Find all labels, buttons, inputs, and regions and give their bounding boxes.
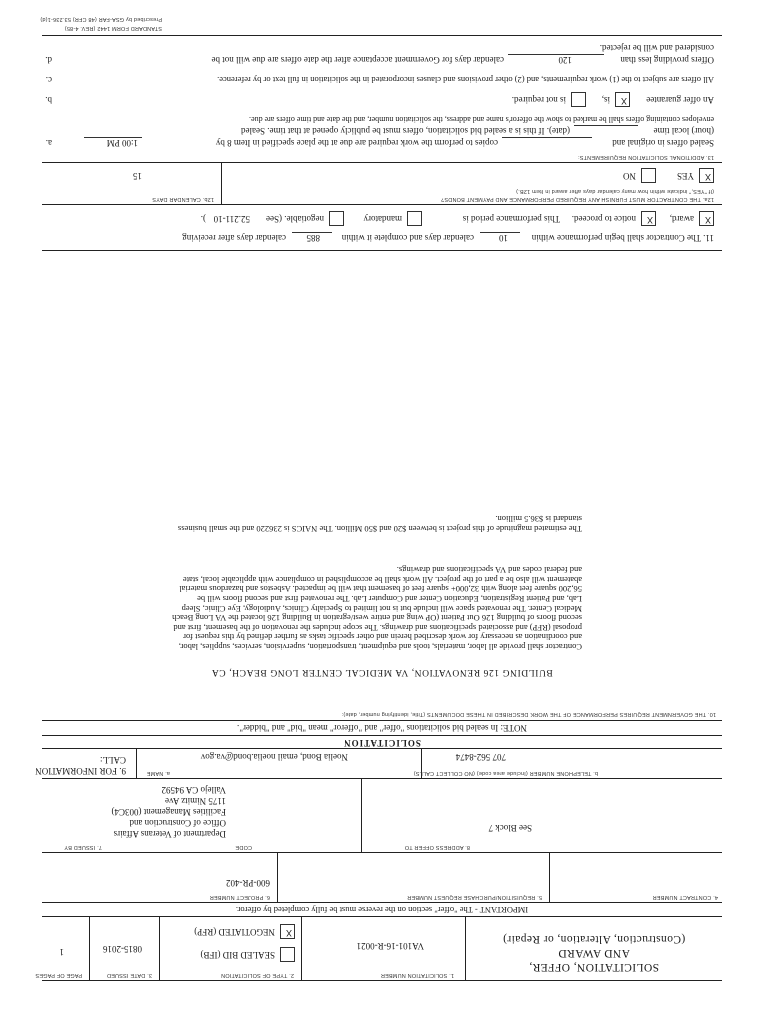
item13b-marker: b. — [45, 95, 52, 105]
item11-text-b: calendar days and complete it within — [341, 233, 474, 243]
item13b-text-3: is not required. — [511, 95, 566, 105]
item13b-text-2: is, — [601, 95, 610, 105]
issued-by-line-2: Office of Construction and — [129, 818, 226, 828]
info-phone-value: 707 562-8474 — [455, 752, 506, 762]
rule — [42, 720, 722, 721]
page-of-pages-label: PAGE OF PAGES — [35, 972, 82, 978]
requisition-label: 5. REQUISITION/PURCHASE REQUEST NUMBER — [407, 894, 542, 900]
divider — [159, 917, 160, 981]
issued-by-line-3: Facilities Management (003C4) — [111, 807, 226, 817]
item12a-hint: (If "YES," indicate within how many calendar days after award in Item 12B.) — [515, 188, 714, 194]
solicitation-note: NOTE: In sealed bid solicitations "offer" and "offeror" mean "bid" and "bidder". — [237, 723, 527, 733]
divider — [301, 917, 302, 981]
type-of-solicitation-label: 2. TYPE OF SOLICITATION — [220, 972, 294, 978]
performance-text: This performance period is — [462, 214, 560, 224]
form-title-line1: SOLICITATION, OFFER, — [528, 961, 660, 973]
item13a-text-5: envelopes containing offers shall be marked to show the offeror's name and address, the solicitation number, and the date and time offers are due. — [249, 115, 714, 124]
prescribed-by: Prescribed by GSA-FAR (48 CFR) 53.236-1(d) — [40, 16, 162, 22]
copies-field[interactable] — [502, 137, 592, 138]
item13a-text-2: copies to perform the work required are due at the place specified in Item 8 by — [215, 138, 498, 148]
due-time-field[interactable] — [84, 137, 142, 138]
item13a-text-1: Sealed offers in original and — [612, 138, 714, 148]
scope-paragraph-1: Contractor shall provide all labor, materials, tools and equipment, transportation, supervision, services, supplies, labor, and coordination as necessary for work described herein and other specific tasks as further defined by this request for proposal (RFP) and associated specifications and drawings. The scope includes the renovation of the basement, first and second floors of building 126 Out Patient (OP wing and entire west/egration in Building 126 located the VA Long Beach Medical Center. The renovated space will include but is not limited to Specialty Clinics, Audiology, Eye Clinic, Sleep Lab, and Patient Registration, Education Center and Computer Lab. The renovated first and second floors will be 56,200 square feet along with 32,000+ square feet of basement that will be impacted. Asbestos and hazardous material abatement will also be a part of the project. All work shall be accomplished in compliance with applicable local, state and federal codes and VA specifications and drawings. — [172, 565, 582, 652]
bonds-no-label: NO — [623, 171, 636, 181]
item13a-text-4: (date). If this is a sealed bid solicitation, offers must be publicly opened at that time. Sealed — [241, 126, 570, 136]
negotiable-reference: 52.211-10 — [213, 214, 250, 224]
item11-complete-days: 885 — [306, 233, 320, 243]
item12b-label: 12b. CALENDAR DAYS — [152, 196, 214, 202]
item12b-value: 15 — [133, 171, 142, 181]
rule — [42, 162, 722, 163]
project-title: BUILDING 126 RENOVATION, VA MEDICAL CENTER LONG BEACH, CA — [211, 667, 553, 677]
page-of-pages-value: 1 — [59, 947, 64, 957]
sealed-bid-checkbox[interactable] — [280, 947, 295, 962]
guarantee-is-not-checkbox[interactable] — [571, 92, 586, 107]
issued-by-code-label: CODE — [235, 844, 252, 850]
solicitation-number: VA101-16-R-0021 — [356, 941, 424, 951]
rule — [42, 916, 722, 917]
info-label-line1: 9. FOR INFORMATION — [35, 766, 126, 776]
divider — [136, 749, 137, 779]
negotiable-label: negotiable. (See — [266, 214, 324, 224]
award-checkmark: X — [704, 215, 711, 225]
rule — [42, 778, 722, 779]
acceptance-days-field[interactable] — [508, 54, 604, 55]
acceptance-days-value: 120 — [558, 55, 572, 65]
rule — [42, 250, 722, 251]
issued-by-line-4: 1175 Nimitz Ave — [165, 796, 226, 806]
item13-label: 13. ADDITIONAL SOLICITATION REQUIREMENTS: — [577, 154, 714, 160]
solicitation-number-label: 1. SOLICITATION NUMBER — [380, 972, 454, 978]
item13c-marker: c. — [45, 75, 52, 85]
guarantee-is-checkmark: X — [620, 96, 627, 106]
form-title-line3: (Construction, Alteration, or Repair) — [502, 933, 686, 945]
divider — [549, 853, 550, 903]
important-note: IMPORTANT - The "offer" section on the reverse must be fully completed by offeror. — [235, 905, 529, 915]
address-offer-label: 8. ADDRESS OFFER TO — [404, 844, 470, 850]
due-date-field[interactable] — [574, 125, 638, 126]
rule — [42, 852, 722, 853]
divider — [277, 853, 278, 903]
contract-number-label: 4. CONTRACT NUMBER — [652, 894, 718, 900]
item12a-label: 12a. THE CONTRACTOR MUST FURNISH ANY REQUIRED PERFORMANCE AND PAYMENT BONDS? — [440, 196, 714, 202]
bonds-yes-label: YES — [676, 171, 694, 181]
bonds-no-checkbox[interactable] — [641, 168, 656, 183]
info-name-value: Noelia Bond, email noelia.bond@va.gov — [200, 752, 348, 762]
divider — [221, 163, 222, 205]
rule — [42, 35, 722, 36]
top-border — [42, 980, 722, 981]
sealed-bid-label: SEALED BID (IFB) — [200, 950, 275, 960]
bonds-yes-checkmark: X — [704, 172, 711, 182]
divider — [89, 917, 90, 981]
solicitation-heading: SOLICITATION — [343, 738, 421, 748]
info-name-label: a. NAME — [146, 770, 170, 776]
item13d-text-1: Offers providing less than — [620, 55, 714, 65]
item13c-text: All offers are subject to the (1) work requirements, and (2) other provisions and clauses incorporated in the solicitation in full text or by reference. — [217, 75, 714, 85]
negotiated-label: NEGOTIATED (RFP) — [194, 927, 275, 937]
mandatory-label: mandatory — [363, 214, 402, 224]
date-issued: 0815-2016 — [103, 944, 142, 954]
notice-to-proceed-checkmark: X — [646, 215, 653, 225]
rule — [42, 902, 722, 903]
project-number: 600-PR-402 — [225, 878, 270, 888]
form-name: STANDARD FORM 1442 (REV. 4-85) — [64, 25, 162, 31]
item13a-marker: a. — [45, 138, 52, 148]
address-offer-value: See Block 7 — [488, 823, 532, 833]
rule — [42, 204, 722, 205]
info-label-line2: CALL: — [100, 755, 126, 765]
issued-by-line-5: Vallejo CA 94592 — [161, 785, 226, 795]
negotiable-close: ). — [200, 214, 206, 224]
due-time-value: 1:00 PM — [106, 138, 138, 148]
item13d-marker: d. — [45, 55, 52, 65]
form-title-line2: AND AWARD — [558, 947, 630, 959]
rule — [42, 735, 722, 736]
item13a-text-3: (hour) local time — [653, 126, 714, 136]
item10-label: 10. THE GOVERNMENT REQUIRES PERFORMANCE OF THE WORK DESCRIBED IN THESE DOCUMENTS (Title, identifying number, date): — [341, 711, 716, 717]
notice-to-proceed-label: notice to proceed. — [571, 214, 636, 224]
project-number-label: 6. PROJECT NUMBER — [209, 894, 270, 900]
mandatory-checkbox[interactable] — [407, 211, 422, 226]
award-label: award, — [669, 214, 694, 224]
divider — [361, 779, 362, 853]
item13d-text-2: calendar days for Government acceptance after the date offers are due will not be — [211, 55, 504, 65]
info-phone-label: b. TELEPHONE NUMBER (Include area code) (NO COLLECT CALLS) — [413, 770, 598, 776]
item11-begin-days: 10 — [499, 233, 508, 243]
rule — [42, 748, 722, 749]
date-issued-label: 3. DATE ISSUED — [106, 972, 152, 978]
negotiable-checkbox[interactable] — [329, 211, 344, 226]
item13b-text-1: An offer guarantee — [646, 95, 714, 105]
negotiated-checkmark: X — [285, 928, 292, 938]
item11-text-c: calendar days after receiving — [182, 233, 286, 243]
issued-by-line-1: Department of Veterans Affairs — [113, 829, 226, 839]
scope-paragraph-2: The estimated magnitude of this project is between $20 and $50 Million. The NAICS is 236220 and the small business standard is $36.5 million. — [177, 514, 582, 534]
item11-text-a: 11. The Contractor shall begin performance within — [531, 233, 714, 243]
item13d-text-3: considered and will be rejected. — [599, 43, 714, 53]
issued-by-label: 7. ISSUED BY — [64, 844, 102, 850]
